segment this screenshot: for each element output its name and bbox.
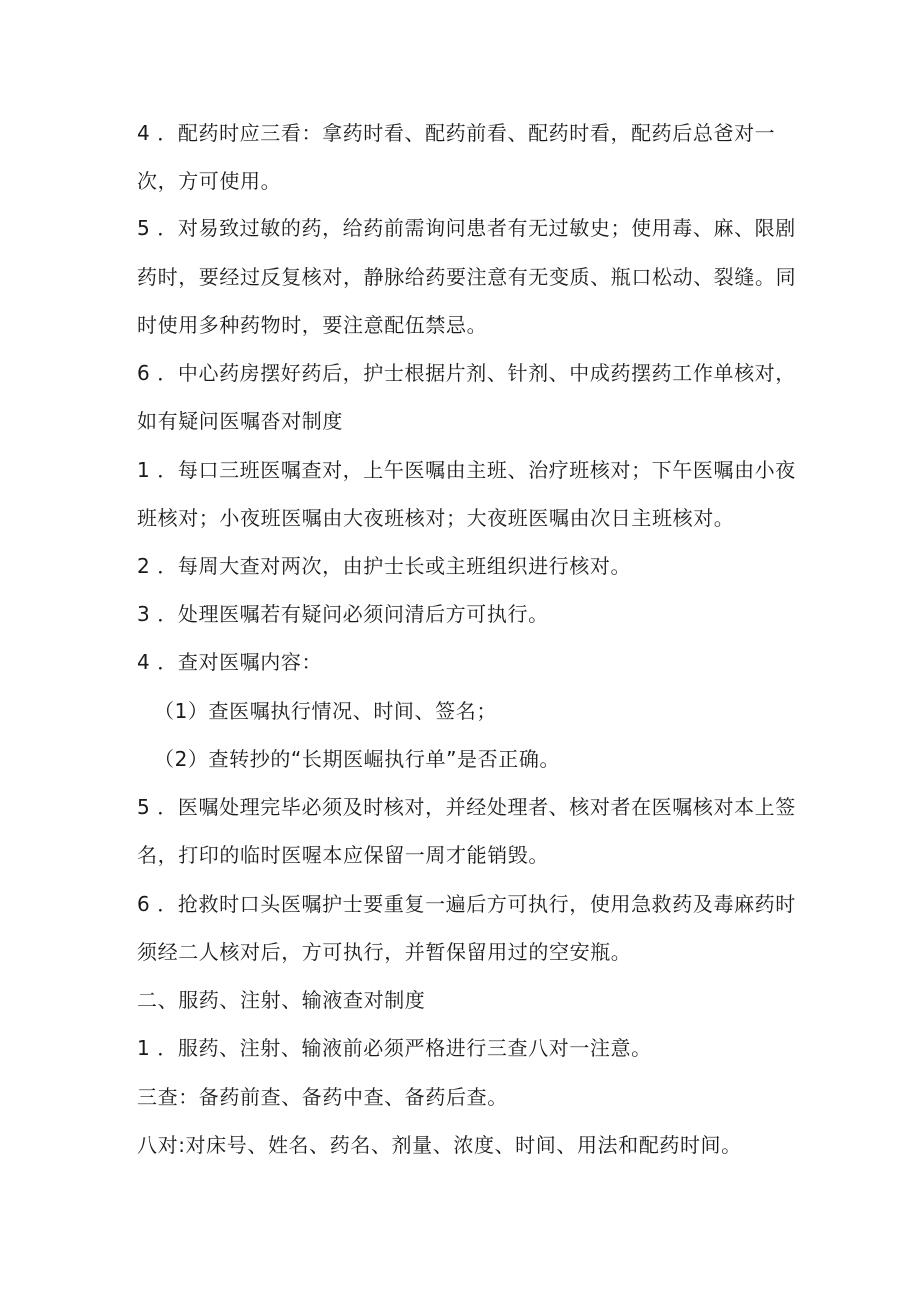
text-line: 4 ．查对医嘱内容： <box>137 650 323 674</box>
text-line: 时使用多种药物时，要注意配伍禁忌。 <box>137 313 488 337</box>
text-line: 5 ．对易致过敏的药，给药前需询问患者有无过敏史；使用毒、麻、限剧 <box>137 216 796 240</box>
text-line: 三查：备药前查、备药中查、备药后查。 <box>137 1085 508 1109</box>
text-line: 2 ．每周大查对两次，由护士长或主班组织进行核对。 <box>137 554 632 578</box>
text-line: 药时，要经过反复核对，静脉给药要注意有无变质、瓶口松动、裂缝。同 <box>137 265 797 289</box>
text-line: 班核对；小夜班医嘱由大夜班核对；大夜班医嘱由次日主班核对。 <box>137 506 735 530</box>
text-line: 4 ．配药时应三看：拿药时看、配药前看、配药时看，配药后总爸对一 <box>137 121 776 145</box>
sub-item: （1）查医嘱执行情况、时间、签名； <box>154 699 497 723</box>
section-heading: 如有疑问医嘱沓对制度 <box>137 409 343 433</box>
section-heading: 二、服药、注射、输液查对制度 <box>137 988 426 1012</box>
text-line: 八对:对床号、姓名、药名、剂量、浓度、时间、用法和配药时间。 <box>137 1133 742 1157</box>
text-line: 1 ．服药、注射、输液前必须严格进行三查八对一注意。 <box>137 1036 652 1060</box>
text-line: 5 ．医嘱处理完毕必须及时核对，并经处理者、核对者在医嘱核对本上签 <box>137 795 796 819</box>
text-line: 次，方可使用。 <box>137 169 282 193</box>
text-line: 名，打印的临时医喔本应保留一周才能销毁。 <box>137 843 549 867</box>
text-line: 1 ．每口三班医嘱查对，上午医嘱由主班、治疗班核对；下午医嘱由小夜 <box>137 458 796 482</box>
text-line: 须经二人核对后，方可执行，并暂保留用过的空安瓶。 <box>137 940 632 964</box>
text-line: 6 ．抢救时口头医嘱护士要重复一遍后方可执行，使用急救药及毒麻药时 <box>137 892 796 916</box>
sub-item: （2）查转抄的“长期医崛执行单”是否正确。 <box>154 747 561 771</box>
text-line: 6 ．中心药房摆好药后，护士根据片剂、针剂、中成药摆药工作单核对， <box>137 361 796 385</box>
text-line: 3 ．处理医嘱若有疑问必须问清后方可执行。 <box>137 602 549 626</box>
